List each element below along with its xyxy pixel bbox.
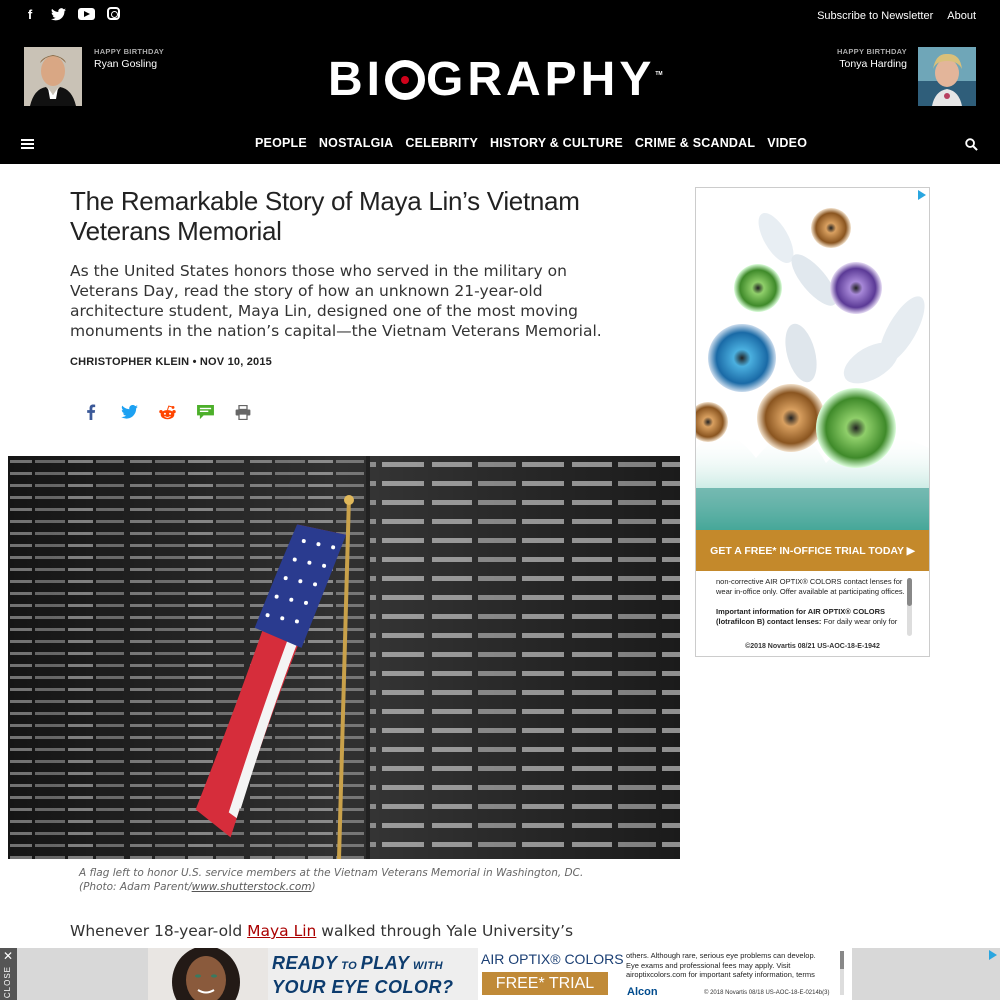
youtube-icon[interactable] [78,8,95,20]
tonya-harding-photo[interactable] [918,47,976,106]
comment-icon[interactable] [196,403,214,421]
article-byline: CHRISTOPHER KLEIN • NOV 10, 2015 [70,356,272,368]
close-icon[interactable]: ✕ [3,949,14,963]
ad-scrollbar[interactable] [907,578,912,636]
reddit-icon[interactable] [158,403,176,421]
share-bar [82,403,252,421]
bottom-banner-ad[interactable] [148,948,852,1000]
nav-crime-scandal[interactable]: CRIME & SCANDAL [634,136,756,150]
banner-brand: AIR OPTIX® COLORS [481,951,624,967]
site-header [0,0,1000,164]
facebook-icon[interactable] [82,403,100,421]
article-dek: As the United States honors those who served in the military on Veterans Day, read the story of how an unknown 21-year-old architecture student, Maya Lin, designed one of the most moving monuments in the nation’s capital—the Vietnam Veterans Memorial. [70,262,602,340]
birthday-name[interactable]: Ryan Gosling [94,58,158,70]
close-ad-button[interactable]: ✕ CLOSE [0,948,17,1000]
ad-choices-icon[interactable] [988,950,998,960]
menu-icon[interactable] [21,139,34,150]
banner-headline: READY TO PLAY WITH YOUR EYE COLOR? [272,953,454,997]
banner-free-trial-button[interactable]: FREE* TRIAL [482,972,608,995]
memorial-flag-photo [8,456,680,859]
ryan-gosling-photo[interactable] [24,47,82,106]
birthday-feature-right[interactable] [837,47,976,106]
banner-image [148,948,478,1000]
search-icon[interactable] [965,138,978,151]
image-caption: A flag left to honor U.S. service members at the Vietnam Veterans Memorial in Washington, DC. (Photo: Adam Parent/www.shutterstock.com) [79,867,584,893]
birthday-name[interactable]: Tonya Harding [839,58,907,70]
nav-people[interactable]: PEOPLE [255,136,307,150]
top-links [817,10,976,22]
ad-fine-print: non-corrective AIR OPTIX® COLORS contact lenses for wear in-office only. Offer available at participating offices. Important information for AIR OPTIX® COLORS (lotrafilcon B) contact lenses: For daily wear only for [716,577,905,626]
twitter-icon[interactable] [120,403,138,421]
maya-lin-link[interactable]: Maya Lin [247,922,317,940]
print-icon[interactable] [234,403,252,421]
about-link[interactable]: About [947,10,976,22]
sidebar-ad[interactable] [695,187,930,657]
biography-logo[interactable]: BI GRAPHY TM [328,53,663,106]
social-links [22,6,120,22]
contact-lenses-ad-image [696,188,929,530]
nav-history-culture[interactable]: HISTORY & CULTURE [490,136,623,150]
instagram-icon[interactable] [107,7,120,20]
article-body: Whenever 18-year-old Maya Lin walked through Yale University’s [70,922,574,940]
alcon-logo: Alcon [627,986,658,998]
birthday-label: HAPPY BIRTHDAY [836,47,907,56]
main-nav [255,136,807,150]
birthday-feature-left[interactable] [24,47,164,106]
ad-choices-icon[interactable] [917,190,927,200]
subscribe-newsletter-link[interactable]: Subscribe to Newsletter [817,10,934,22]
twitter-icon[interactable] [50,6,66,22]
banner-copyright: © 2018 Novartis 08/18 US-AOC-18-E-0214b(3) [704,990,830,996]
bottom-ad-bar [0,948,1000,1000]
banner-scrollbar[interactable] [840,951,844,995]
nav-video[interactable]: VIDEO [767,136,808,150]
ad-copyright: ©2018 Novartis 08/21 US-AOC-18-E-1942 [745,643,880,650]
nav-nostalgia[interactable]: NOSTALGIA [318,136,394,150]
birthday-label: HAPPY BIRTHDAY [94,47,165,56]
banner-fine-print: others. Although rare, serious eye problems can develop. Eye exams and professional fees may apply. Visit airoptixcolors.com for important safety information, terms [626,951,816,979]
article-hero-image[interactable] [8,456,680,859]
facebook-icon[interactable]: f [27,6,33,22]
free-trial-cta-button[interactable]: GET A FREE* IN-OFFICE TRIAL TODAY ▶ [696,530,929,571]
shutterstock-link[interactable]: www.shutterstock.com [191,881,312,893]
nav-celebrity[interactable]: CELEBRITY [405,136,479,150]
article-title: The Remarkable Story of Maya Lin’s Vietnam Veterans Memorial [70,186,580,246]
model-portrait [148,948,268,1000]
